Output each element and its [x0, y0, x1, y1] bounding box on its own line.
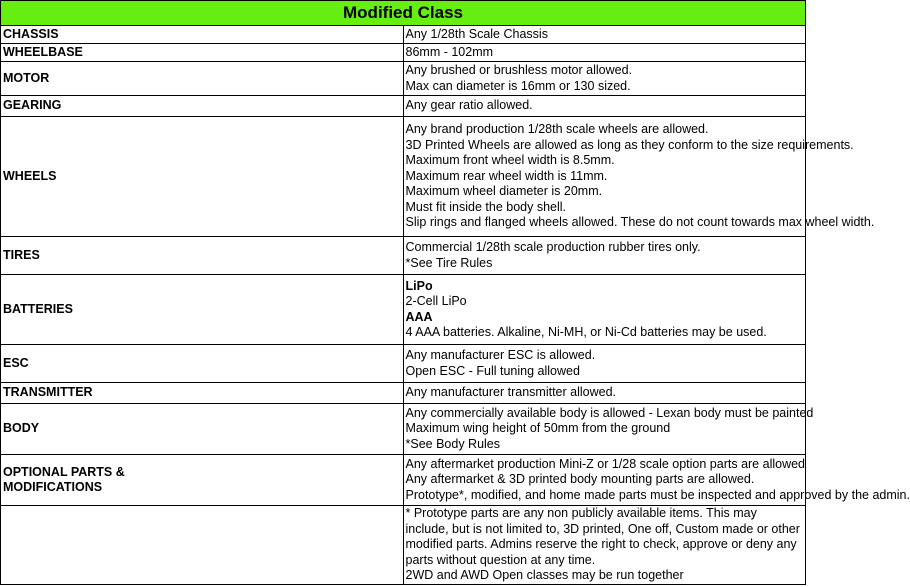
table-row — [1, 237, 806, 275]
row-label: TRANSMITTER — [1, 383, 404, 404]
row-value — [403, 275, 806, 345]
table-title: Modified Class — [1, 1, 806, 26]
row-subheading: AAA — [405, 309, 433, 324]
row-label: BODY — [1, 404, 404, 455]
row-text: *See Tire Rules — [405, 255, 493, 270]
row-text: Open ESC - Full tuning allowed — [405, 363, 580, 378]
table-row — [1, 455, 806, 506]
row-text: Any brushed or brushless motor allowed. — [405, 63, 633, 77]
row-text: Maximum rear wheel width is 11mm. — [405, 168, 608, 183]
row-text: Any 1/28th Scale Chassis — [405, 26, 548, 41]
row-text: Prototype*, modified, and home made parts must be inspected and approved by the admin. — [405, 487, 910, 502]
table-row — [1, 404, 806, 455]
table-row — [1, 117, 806, 237]
row-text: 86mm - 102mm — [405, 44, 494, 59]
row-value — [403, 455, 910, 506]
row-text: Maximum front wheel width is 8.5mm. — [405, 153, 615, 168]
row-text: Any commercially available body is allowed - Lexan body must be painted — [405, 405, 814, 420]
row-label: CHASSIS — [1, 26, 404, 44]
row-value — [403, 62, 806, 96]
row-text: Must fit inside the body shell. — [405, 199, 566, 214]
row-text: 2WD and AWD Open classes may be run together — [405, 568, 684, 582]
row-text: Any aftermarket production Mini-Z or 1/28 scale option parts are allowed — [405, 456, 805, 471]
row-value — [403, 237, 806, 275]
row-label: WHEELS — [1, 117, 404, 237]
row-value — [403, 383, 806, 404]
row-value — [403, 506, 806, 585]
row-text: Slip rings and flanged wheels allowed. These do not count towards max wheel width. — [405, 215, 875, 230]
row-value — [403, 345, 806, 383]
row-subheading: LiPo — [405, 278, 433, 293]
prototype-note: * Prototype parts are any non publicly available items. This may include, but is not limited to, 3D printed, One off, Custom made or other modified parts. Admins reserve the right to check, approve or deny any parts without question at any time. — [405, 506, 800, 567]
row-label: WHEELBASE — [1, 44, 404, 62]
row-text: Max can diameter is 16mm or 130 sized. — [405, 78, 631, 93]
row-value — [403, 117, 875, 237]
row-text: 2-Cell LiPo — [405, 294, 467, 308]
table-row — [1, 26, 806, 44]
row-label: ESC — [1, 345, 404, 383]
table-row — [1, 96, 806, 117]
row-label — [1, 455, 404, 506]
row-text: Any manufacturer ESC is allowed. — [405, 348, 596, 362]
row-value — [403, 26, 806, 44]
table-row — [1, 506, 806, 585]
title-row — [1, 1, 806, 26]
row-label — [1, 506, 404, 585]
row-text: Any gear ratio allowed. — [405, 98, 533, 113]
row-label: MOTOR — [1, 62, 404, 96]
row-value — [403, 96, 806, 117]
row-text: 3D Printed Wheels are allowed as long as they conform to the size requirements. — [405, 137, 854, 152]
row-label: GEARING — [1, 96, 404, 117]
row-text: Any manufacturer transmitter allowed. — [405, 385, 617, 400]
row-text: 4 AAA batteries. Alkaline, Ni-MH, or Ni-Cd batteries may be used. — [405, 325, 767, 339]
row-label-line: OPTIONAL PARTS & — [3, 464, 125, 479]
table-row — [1, 383, 806, 404]
row-value — [403, 404, 814, 455]
row-text: Any aftermarket & 3D printed body mounting parts are allowed. — [405, 472, 755, 487]
table-row — [1, 62, 806, 96]
row-value — [403, 44, 806, 62]
table-row — [1, 44, 806, 62]
row-text: Maximum wing height of 50mm from the ground — [405, 421, 671, 436]
row-label: BATTERIES — [1, 275, 404, 345]
row-text: *See Body Rules — [405, 436, 501, 451]
row-text: Commercial 1/28th scale production rubber tires only. — [405, 240, 701, 254]
table-row — [1, 275, 806, 345]
table-row — [1, 345, 806, 383]
row-label-line: MODIFICATIONS — [3, 480, 103, 494]
row-label: TIRES — [1, 237, 404, 275]
row-text: Any brand production 1/28th scale wheels are allowed. — [405, 122, 709, 137]
row-text: Maximum wheel diameter is 20mm. — [405, 184, 603, 199]
